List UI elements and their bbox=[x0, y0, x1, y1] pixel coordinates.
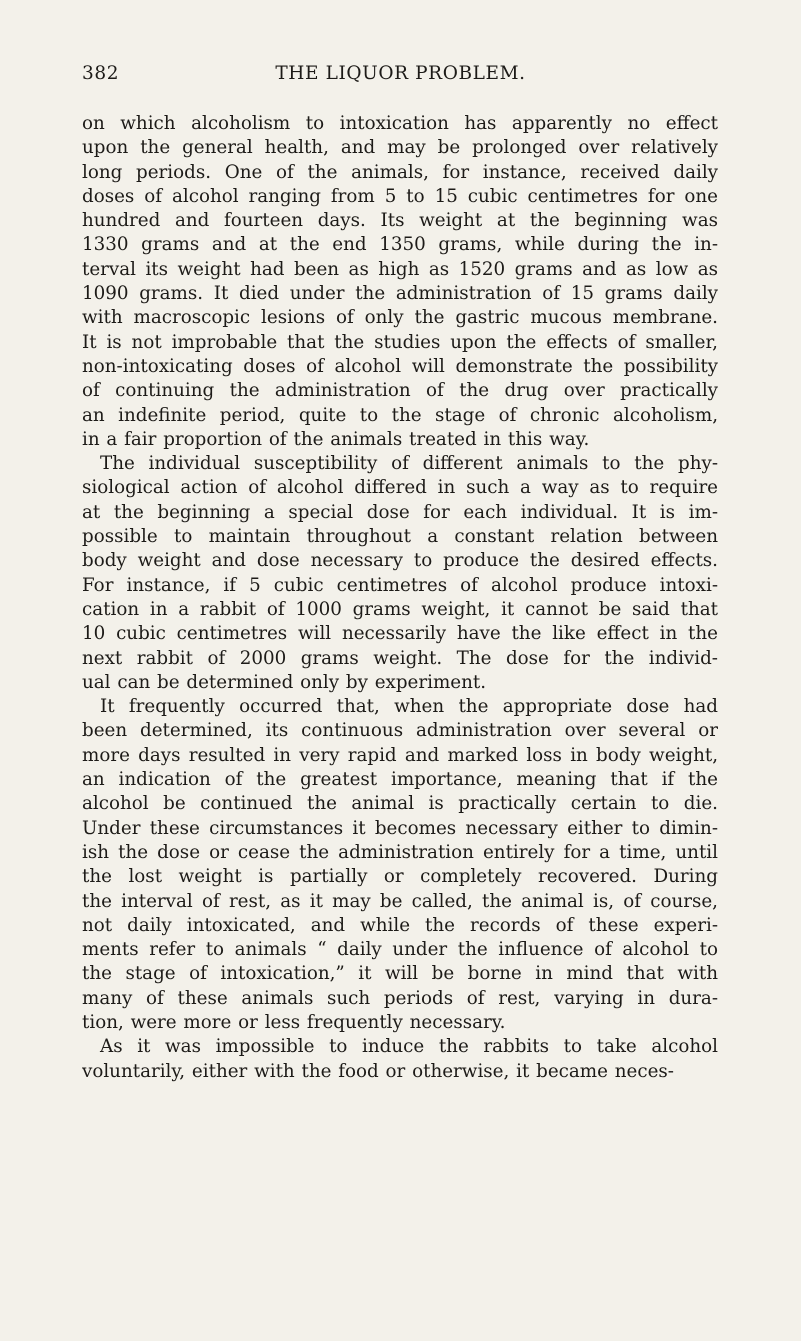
text-line: possible to maintain throughout a constant relation between bbox=[82, 526, 718, 548]
text-line: The individual susceptibility of different animals to the phy- bbox=[100, 453, 718, 475]
text-line: alcohol be continued the animal is practically certain to die. bbox=[82, 793, 718, 815]
text-line: an indefinite period, quite to the stage of chronic alcoholism, bbox=[82, 404, 718, 426]
text-line: been determined, its continuous administration over several or bbox=[82, 720, 718, 742]
text-line: cation in a rabbit of 1000 grams weight, it cannot be said that bbox=[82, 598, 718, 620]
page-header bbox=[82, 55, 719, 93]
text-line: of continuing the administration of the drug over practically bbox=[82, 380, 718, 402]
paragraph bbox=[82, 695, 718, 1035]
page-number: 382 bbox=[82, 63, 120, 84]
text-line: siological action of alcohol differed in such a way as to require bbox=[82, 477, 718, 499]
text-line: ish the dose or cease the administration entirely for a time, until bbox=[82, 841, 718, 863]
text-line: terval its weight had been as high as 1520 grams and as low as bbox=[82, 258, 718, 280]
text-line: at the beginning a special dose for each individual. It is im- bbox=[82, 501, 718, 523]
paragraph bbox=[82, 112, 718, 452]
text-line: ments refer to animals “ daily under the influence of alcohol to bbox=[82, 939, 718, 961]
paragraph bbox=[82, 452, 718, 695]
text-line: long periods. One of the animals, for instance, received daily bbox=[82, 161, 718, 183]
text-line: the lost weight is partially or completely recovered. During bbox=[82, 866, 718, 888]
body-text bbox=[82, 112, 718, 1084]
text-line: As it was impossible to induce the rabbits to take alcohol bbox=[100, 1036, 718, 1058]
text-line: tion, were more or less frequently necessary. bbox=[82, 1011, 506, 1033]
text-line: doses of alcohol ranging from 5 to 15 cubic centimetres for one bbox=[82, 185, 718, 207]
text-line: voluntarily, either with the food or otherwise, it became neces- bbox=[82, 1060, 674, 1082]
text-line: many of these animals such periods of rest, varying in dura- bbox=[82, 987, 718, 1009]
text-line: with macroscopic lesions of only the gastric mucous membrane. bbox=[82, 307, 718, 329]
text-line: 1330 grams and at the end 1350 grams, while during the in- bbox=[82, 234, 718, 256]
text-line: For instance, if 5 cubic centimetres of alcohol produce intoxi- bbox=[82, 574, 718, 596]
text-line: non-intoxicating doses of alcohol will demonstrate the possibility bbox=[82, 355, 718, 377]
text-line: It is not improbable that the studies upon the effects of smaller, bbox=[82, 331, 718, 353]
text-line: ual can be determined only by experiment. bbox=[82, 671, 487, 693]
text-line: Under these circumstances it becomes necessary either to dimin- bbox=[82, 817, 718, 839]
text-line: not daily intoxicated, and while the records of these experi- bbox=[82, 914, 718, 936]
text-line: 10 cubic centimetres will necessarily have the like effect in the bbox=[82, 623, 718, 645]
text-line: body weight and dose necessary to produce the desired effects. bbox=[82, 550, 718, 572]
text-line: an indication of the greatest importance, meaning that if the bbox=[82, 769, 718, 791]
paragraph bbox=[82, 1035, 718, 1084]
text-line: upon the general health, and may be prolonged over relatively bbox=[82, 137, 718, 159]
text-line: in a fair proportion of the animals treated in this way. bbox=[82, 428, 590, 450]
text-line: It frequently occurred that, when the appropriate dose had bbox=[100, 696, 718, 718]
running-title: THE LIQUOR PROBLEM. bbox=[275, 63, 526, 84]
text-line: next rabbit of 2000 grams weight. The dose for the individ- bbox=[82, 647, 718, 669]
text-line: 1090 grams. It died under the administration of 15 grams daily bbox=[82, 283, 718, 305]
text-line: more days resulted in very rapid and marked loss in body weight, bbox=[82, 744, 718, 766]
text-line: the stage of intoxication,” it will be borne in mind that with bbox=[82, 963, 718, 985]
text-line: hundred and fourteen days. Its weight at the beginning was bbox=[82, 210, 718, 232]
text-line: the interval of rest, as it may be called, the animal is, of course, bbox=[82, 890, 718, 912]
text-line: on which alcoholism to intoxication has apparently no effect bbox=[82, 113, 718, 134]
